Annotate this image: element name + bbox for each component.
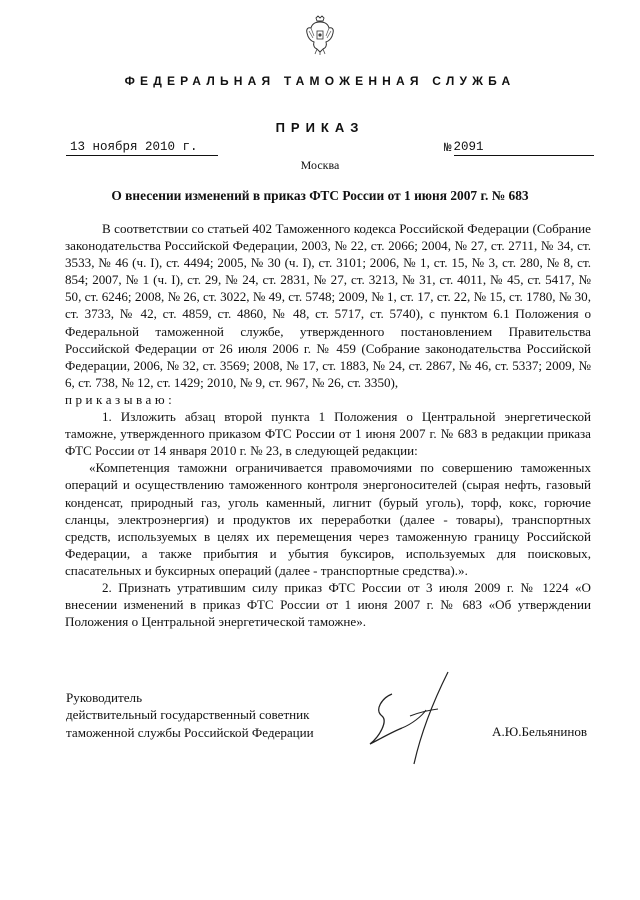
city: Москва	[300, 158, 340, 172]
number-sign: №	[444, 141, 452, 155]
item-1-paragraph: 1. Изложить абзац второй пункта 1 Положения о Центральной энергетической таможне, утвержденного приказом ФТС России от 1 июня 2007 г. № 683 в редакции приказа ФТС России от 14 января 2010 г. № 23, в следующей редакции:	[65, 409, 591, 459]
signer-position-line-2: действительный государственный советник	[66, 707, 310, 723]
signer-position-line-1: Руководитель	[66, 690, 143, 705]
document-number	[444, 139, 594, 156]
coat-of-arms-icon	[305, 14, 335, 56]
document-type: ПРИКАЗ	[275, 120, 365, 135]
order-word	[65, 391, 591, 408]
number-value: 2091	[454, 139, 594, 156]
agency-name: ФЕДЕРАЛЬНАЯ ТАМОЖЕННАЯ СЛУЖБА	[124, 74, 516, 88]
quote-paragraph: «Компетенция таможни ограничивается правомочиями по совершению таможенных операций и осуществлению таможенного контроля энергоносителей (сырая нефть, газовый конденсат, природный газ, уголь каменный, лигнит (бурый уголь), торф, кокс, горючие сланцы, электроэнергия) и продуктов их переработки (далее - товары), транспортных средств, используемых в целях их перемещения через таможенную границу Российской Федерации, а также прибытия и убытия буксиров, используемых для поисковых, спасательных и буксирных операций (далее - транспортные средства).».	[65, 460, 591, 578]
order-word-text: приказываю:	[65, 391, 176, 407]
signer-name: А.Ю.Бельянинов	[492, 724, 588, 739]
document-title: О внесении изменений в приказ ФТС России от 1 июня 2007 г. № 683	[111, 188, 529, 203]
document-body	[65, 220, 591, 630]
document-date: 13 ноября 2010 г.	[66, 139, 218, 156]
handwritten-signature	[352, 666, 502, 766]
signature-block	[66, 689, 366, 741]
item-2-paragraph: 2. Признать утратившим силу приказ ФТС России от 3 июля 2009 г. № 1224 «О внесении изменений в приказ ФТС России от 1 июня 2007 г. № 683 «Об утверждении Положения о Центральной энергетической таможне».	[65, 579, 591, 630]
signer-position-line-3: таможенной службы Российской Федерации	[66, 724, 314, 740]
preamble-paragraph: В соответствии со статьей 402 Таможенного кодекса Российской Федерации (Собрание законодательства Российской Федерации, 2003, № 22, ст. 2066; 2004, № 27, ст. 2711, № 34, ст. 3533, № 46 (ч. I), ст. 4494; 2005, № 30 (ч. I), ст. 3101; 2006, № 1, ст. 15, № 3, ст. 280, № 8, ст. 854; 2007, № 1 (ч. I), ст. 29, № 24, ст. 2831, № 27, ст. 3213, № 31, ст. 4011, № 45, ст. 5417, № 50, ст. 6246; 2008, № 26, ст. 3022, № 49, ст. 5748; 2009, № 1, ст. 17, ст. 22, № 15, ст. 1780, № 30, ст. 3733, № 42, ст. 4859, ст. 4860, № 48, ст. 5717, ст. 5740), с пунктом 6.1 Положения о Федеральной таможенной службе, утвержденного постановлением Правительства Российской Федерации от 26 июля 2006 г. № 459 (Собрание законодательства Российской Федерации, 2006, № 32, ст. 3569; 2008, № 17, ст. 1883, № 24, ст. 2867, № 46, ст. 5337; 2009, № 6, ст. 738, № 12, ст. 1429; 2010, № 9, ст. 967, № 26, ст. 3350),	[65, 221, 591, 390]
